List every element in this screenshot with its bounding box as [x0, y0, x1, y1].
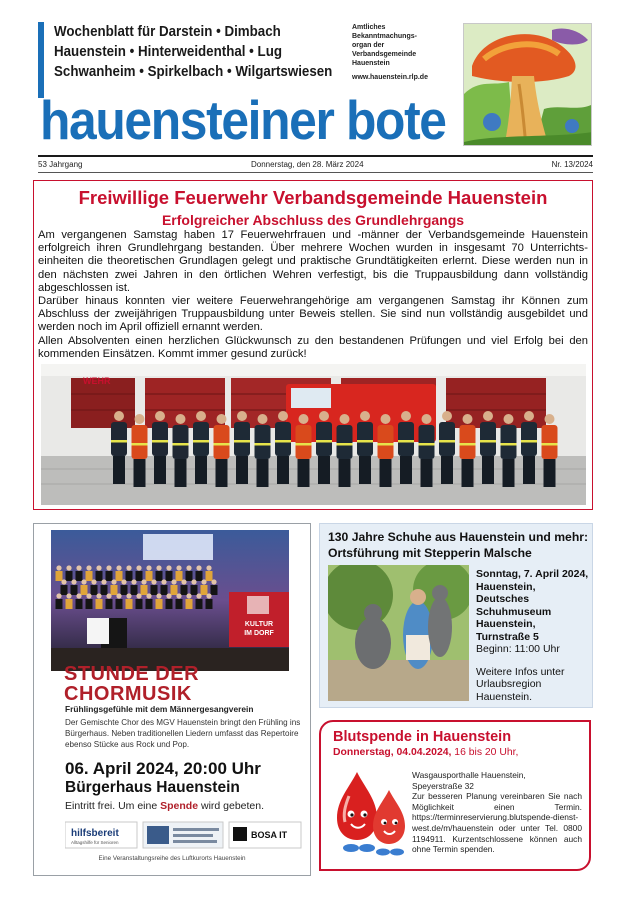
- kultur-badge-line: IM DORF: [244, 630, 274, 637]
- choir-singer-figure: [126, 593, 133, 609]
- official-line: Hauenstein: [352, 60, 390, 67]
- article-paragraph: Darüber hinaus konnten vier weitere Feuerwehrangehörige am vergangenen Samstag ihr Können zum Abschluss der zweijährigen Truppausbildung unter Beweis stellen. Sie sind nun vollständig ausgebildet und werden noch im April offiziell ernannt werden.: [38, 295, 588, 334]
- choir-singer-figure: [101, 579, 108, 595]
- choir-singer-figure: [211, 579, 218, 595]
- shoe-tour-info: Urlaubsregion: [476, 678, 542, 690]
- article-body: [38, 229, 588, 361]
- shoe-tour-headline: 130 Jahre Schuhe aus Hauenstein und mehr: Ortsführung mit Stepperin Malsche: [328, 530, 589, 560]
- firefighters-group-photo: [41, 364, 586, 505]
- blood-donation-info: Zur besseren Planung vereinbaren Sie nach Möglichkeit einen Termin. https://terminreservierung.blutspende-dienst-west.de/m/hauenstein oder unter Tel. 0800 1194911. Kurzentschlossene können auch ohne Termin spenden.: [412, 791, 582, 855]
- article-subheadline: Erfolgreicher Abschluss des Grundlehrgangs: [161, 212, 465, 228]
- blood-drop-mascots-icon: [331, 766, 413, 858]
- sponsor-hilfsbereit: hilfsbereit: [71, 828, 119, 839]
- shoe-tour-box: [319, 523, 593, 708]
- choir-stage-photo: [51, 530, 289, 671]
- choir-singer-figure: [186, 593, 193, 609]
- region-line: Wochenblatt für Darstein • Dimbach: [54, 24, 281, 40]
- shoe-tour-detail: Hauenstein,: [476, 580, 536, 593]
- newspaper-title: hauensteiner bote: [40, 89, 446, 151]
- choir-singer-figure: [136, 565, 143, 581]
- choir-singer-figure: [176, 565, 183, 581]
- dateline-rule: [38, 172, 593, 173]
- shoe-tour-info: Weitere Infos unter: [476, 665, 565, 678]
- choir-singer-figure: [196, 593, 203, 609]
- entry-note: [65, 800, 264, 812]
- choir-singer-figure: [61, 579, 68, 595]
- choir-singer-figure: [76, 593, 83, 609]
- poster-title: [64, 664, 199, 704]
- entry-donation: Spende: [160, 800, 199, 812]
- choir-singer-figure: [151, 579, 158, 595]
- official-line: organ der: [352, 42, 385, 49]
- choir-singer-figure: [71, 579, 78, 595]
- choir-singer-figure: [176, 593, 183, 609]
- photo-wehr-sign: WEHR: [83, 376, 111, 386]
- choir-singer-figure: [186, 565, 193, 581]
- sponsor-strip: [65, 820, 303, 852]
- issue-date: Donnerstag, den 28. März 2024: [251, 160, 364, 169]
- blood-donation-box: [319, 720, 591, 871]
- blood-donation-day: Donnerstag, 04.04.2024,: [333, 747, 452, 758]
- choir-singer-figure: [121, 579, 128, 595]
- blood-donation-headline: Blutspende in Hauenstein: [333, 729, 512, 745]
- choir-singer-figure: [91, 579, 98, 595]
- shoe-tour-detail: Turnstraße 5: [476, 630, 539, 643]
- choir-singer-figure: [76, 565, 83, 581]
- region-line: Hauenstein • Hinterweidenthal • Lug: [54, 44, 283, 60]
- choir-singer-figure: [196, 565, 203, 581]
- choir-singer-figure: [201, 579, 208, 595]
- choir-singer-figure: [86, 565, 93, 581]
- choir-singer-figure: [206, 593, 213, 609]
- sponsor-tagline: Alltagshilfe für Senioren: [71, 840, 119, 845]
- dateline: [38, 158, 593, 172]
- shoe-tour-detail: Schuhmuseum: [476, 605, 552, 618]
- poster-subtitle: Frühlingsgefühle mit dem Männergesangverein: [65, 704, 254, 714]
- choir-singer-figure: [146, 565, 153, 581]
- choir-singer-figure: [141, 579, 148, 595]
- blood-donation-text: [412, 770, 582, 855]
- region-list: [54, 22, 333, 82]
- choir-singer-figure: [81, 579, 88, 595]
- poster-title-line: CHORMUSIK: [64, 683, 192, 705]
- choir-singer-figure: [66, 565, 73, 581]
- choir-concert-poster: [33, 523, 311, 876]
- choir-singer-figure: [56, 565, 63, 581]
- poster-credit: Eine Veranstaltungsreihe des Luftkurorts Hauenstein: [98, 855, 246, 862]
- choir-singer-figure: [166, 593, 173, 609]
- official-line: Amtliches: [352, 24, 386, 31]
- masthead-rule: [38, 155, 593, 157]
- shoe-tour-start-time: Beginn: 11:00 Uhr: [476, 643, 560, 655]
- choir-singer-figure: [116, 565, 123, 581]
- official-line: Verbandsgemeinde: [352, 51, 417, 58]
- choir-singer-figure: [126, 565, 133, 581]
- choir-singer-figure: [156, 593, 163, 609]
- choir-singer-figure: [86, 593, 93, 609]
- choir-singer-figure: [146, 593, 153, 609]
- shoemaker-statue-photo: [328, 565, 469, 701]
- shoe-tour-detail: Hauenstein,: [476, 618, 536, 630]
- article-paragraph: Allen Absolventen einen herzlichen Glückwunsch zu den bestandenen Prüfungen und viel Erfolg bei den kommenden Einsätzen. Kommt immer gesund zurück!: [38, 334, 588, 360]
- choir-singer-figure: [96, 565, 103, 581]
- issue-number: Nr. 13/2024: [551, 160, 593, 169]
- region-line: Schwanheim • Spirkelbach • Wilgartswiesen: [54, 64, 333, 80]
- masthead: [0, 0, 625, 169]
- poster-title-line: STUNDE DER: [64, 663, 200, 685]
- choir-singer-figure: [181, 579, 188, 595]
- choir-singer-figure: [206, 565, 213, 581]
- concert-venue: Bürgerhaus Hauenstein: [65, 779, 240, 796]
- choir-singer-figure: [116, 593, 123, 609]
- entry-suffix: wird gebeten.: [198, 800, 265, 812]
- blood-donation-address: Speyerstraße 32: [412, 780, 474, 791]
- shoe-tour-detail: Deutsches: [476, 593, 530, 605]
- sponsor-bosa: BOSA IT: [251, 830, 288, 840]
- kultur-badge-line: KULTUR: [244, 621, 274, 628]
- website-link[interactable]: www.hauenstein.rlp.de: [352, 74, 428, 81]
- choir-singer-figure: [191, 579, 198, 595]
- blood-donation-venue: Wasgausporthalle Hauenstein,: [412, 770, 526, 780]
- shoe-tour-detail: Sonntag, 7. April 2024,: [476, 568, 589, 580]
- choir-singer-figure: [111, 579, 118, 595]
- choir-singer-figure: [106, 593, 113, 609]
- choir-singer-figure: [166, 565, 173, 581]
- article-headline: Freiwillige Feuerwehr Verbandsgemeinde Hauenstein: [78, 187, 548, 208]
- mushroom-rock-logo-icon: [463, 23, 592, 146]
- article-paragraph: Am vergangenen Samstag haben 17 Feuerwehrfrauen und -männer der Verbandsgemeinde Hauenstein erfolgreich ihren Grundlehrgang bestanden. Über mehrere Wochen wurden in insgesamt 70 Unterrichts-einheiten die theoretischen Grundlagen gelegt und praktische Grundtätigkeiten erlernt. Diese werden nun in den nächsten zwei Jahren in den örtlichen Wehren verfestigt, bis die Truppausbildung dann vollständig abgeschlossen ist.: [38, 229, 588, 294]
- blood-donation-time: 16 bis 20 Uhr,: [451, 747, 519, 758]
- entry-prefix: Eintritt frei. Um eine: [65, 800, 161, 812]
- choir-singer-figure: [171, 579, 178, 595]
- choir-singer-figure: [136, 593, 143, 609]
- official-notice: [352, 23, 447, 82]
- choir-singer-figure: [156, 565, 163, 581]
- choir-singer-figure: [131, 579, 138, 595]
- blood-donation-date: [333, 747, 518, 758]
- poster-description: Der Gemischte Chor des MGV Hauenstein bringt den Frühling ins Bürgerhaus. Neben traditionellen Liedern umfasst das Repertoire ebenso Stücke aus Rock und Pop.: [65, 718, 301, 749]
- official-line: Bekanntmachungs-: [352, 33, 417, 40]
- choir-singer-figure: [56, 593, 63, 609]
- masthead-accent-bar: [38, 22, 44, 98]
- choir-singer-figure: [161, 579, 168, 595]
- choir-singer-figure: [106, 565, 113, 581]
- volume-label: 53 Jahrgang: [38, 160, 83, 169]
- shoe-tour-details: [476, 568, 591, 703]
- fire-brigade-article: [33, 180, 593, 510]
- choir-singer-figure: [66, 593, 73, 609]
- choir-singer-figure: [96, 593, 103, 609]
- concert-datetime: 06. April 2024, 20:00 Uhr: [65, 759, 261, 778]
- shoe-tour-info: Hauenstein.: [476, 690, 533, 703]
